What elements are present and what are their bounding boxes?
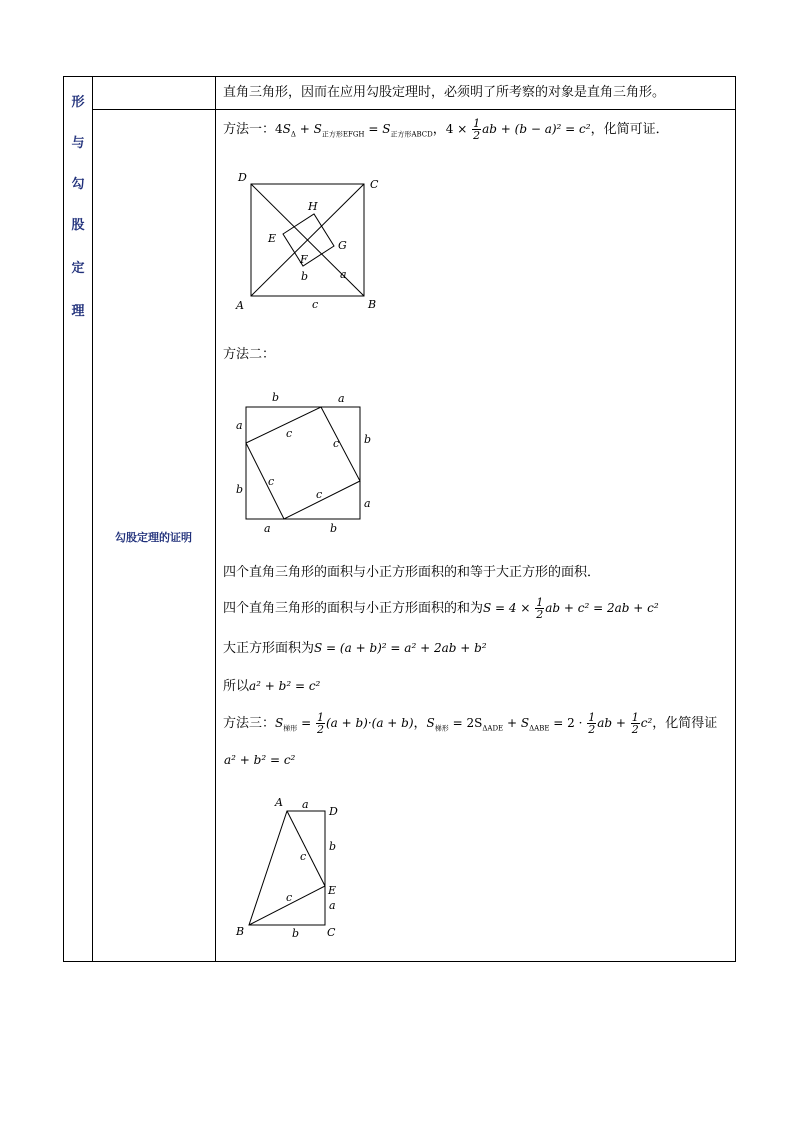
- row1-text: 直角三角形，因而在应用勾股定理时，必须明了所考察的对象是直角三角形。: [223, 85, 666, 100]
- side-title: [64, 77, 92, 961]
- side-label: b: [330, 522, 338, 535]
- side-label: a: [364, 497, 371, 510]
- point-F: F: [300, 253, 308, 266]
- method1-label: 方法一：: [223, 122, 276, 137]
- method2-figure: [230, 389, 380, 537]
- edge-a: a: [329, 899, 336, 912]
- method2-line1: 四个直角三角形的面积与小正方形面积的和等于大正方形的面积．: [223, 565, 601, 580]
- point-D: D: [238, 173, 247, 184]
- edge-a: a: [302, 798, 309, 811]
- edge-c: c: [300, 850, 307, 863]
- edge-b: b: [301, 270, 309, 283]
- method1-figure: [230, 173, 390, 317]
- point-E: E: [328, 884, 337, 897]
- point-C: C: [327, 926, 336, 939]
- hypotenuse-label: c: [316, 488, 323, 501]
- method2-label: 方法二：: [223, 347, 276, 362]
- method3-line2: a² + b² = c²: [224, 753, 296, 767]
- point-A: A: [236, 299, 244, 312]
- outer-square: [246, 407, 360, 519]
- hypotenuse-label: c: [333, 437, 340, 450]
- side-label: b: [364, 433, 372, 446]
- point-A: A: [275, 796, 283, 809]
- edge-b: b: [329, 840, 337, 853]
- side-title-char: 勾: [71, 177, 85, 192]
- side-title-char: 理: [71, 304, 85, 319]
- method2-line4: 所以a² + b² = c²: [223, 679, 321, 694]
- hypotenuse-label: c: [268, 475, 275, 488]
- side-label: b: [272, 391, 280, 404]
- side-title-char: 形: [71, 95, 85, 110]
- method2-line3: 大正方形面积为S = (a + b)² = a² + 2ab + b²: [223, 641, 487, 656]
- method3-formula: 方法三：$S_{梯形}$ = $\frac{1}{2}$ (a + b)·(a + b)，$S_{梯形} = 2S_{\Delta ADE} + S_{\Delta ABE} = 2$ · $\frac{1}{2}$ ab + $\frac{1}{2}$ c²，化简得证: [223, 711, 718, 736]
- point-D: D: [329, 805, 338, 818]
- trapezoid-abcd: [249, 811, 325, 925]
- point-H: H: [308, 200, 318, 213]
- point-B: B: [368, 298, 377, 311]
- side-title-char: 股: [71, 218, 85, 233]
- edge-b: b: [292, 927, 300, 940]
- side-title-char: 与: [71, 136, 85, 151]
- side-label: a: [236, 419, 243, 432]
- method3-label: 方法三：: [223, 716, 276, 731]
- side-label: a: [264, 522, 271, 535]
- segment-ae: [287, 811, 325, 886]
- method1-formula: 方法一：$4S_\Delta + S_{正方形EFGH} = S_{正方形ABCD}$，4 × $\frac{1}{2}$ ab + (b − a)² = c²，化简可证．: [223, 117, 669, 142]
- column-divider: [92, 77, 93, 961]
- point-G: G: [338, 239, 347, 252]
- side-label: b: [236, 483, 244, 496]
- inner-square: [246, 407, 360, 519]
- category-label: 勾股定理的证明: [115, 531, 192, 544]
- side-title-char: 定: [71, 261, 85, 276]
- point-B: B: [236, 925, 245, 938]
- side-label: a: [338, 392, 345, 405]
- method2-line2: 四个直角三角形的面积与小正方形面积的和为S = 4 × $\frac{1}{2}$ ab + c² = 2ab + c²: [223, 596, 659, 621]
- content-table: [63, 76, 736, 962]
- row-divider: [92, 109, 735, 110]
- hypotenuse-label: c: [286, 427, 293, 440]
- column-divider: [215, 77, 216, 961]
- edge-c: c: [286, 891, 293, 904]
- edge-c: c: [312, 298, 319, 311]
- edge-a: a: [340, 268, 347, 281]
- point-E: E: [268, 232, 277, 245]
- point-C: C: [370, 178, 379, 191]
- method3-figure: [230, 792, 350, 942]
